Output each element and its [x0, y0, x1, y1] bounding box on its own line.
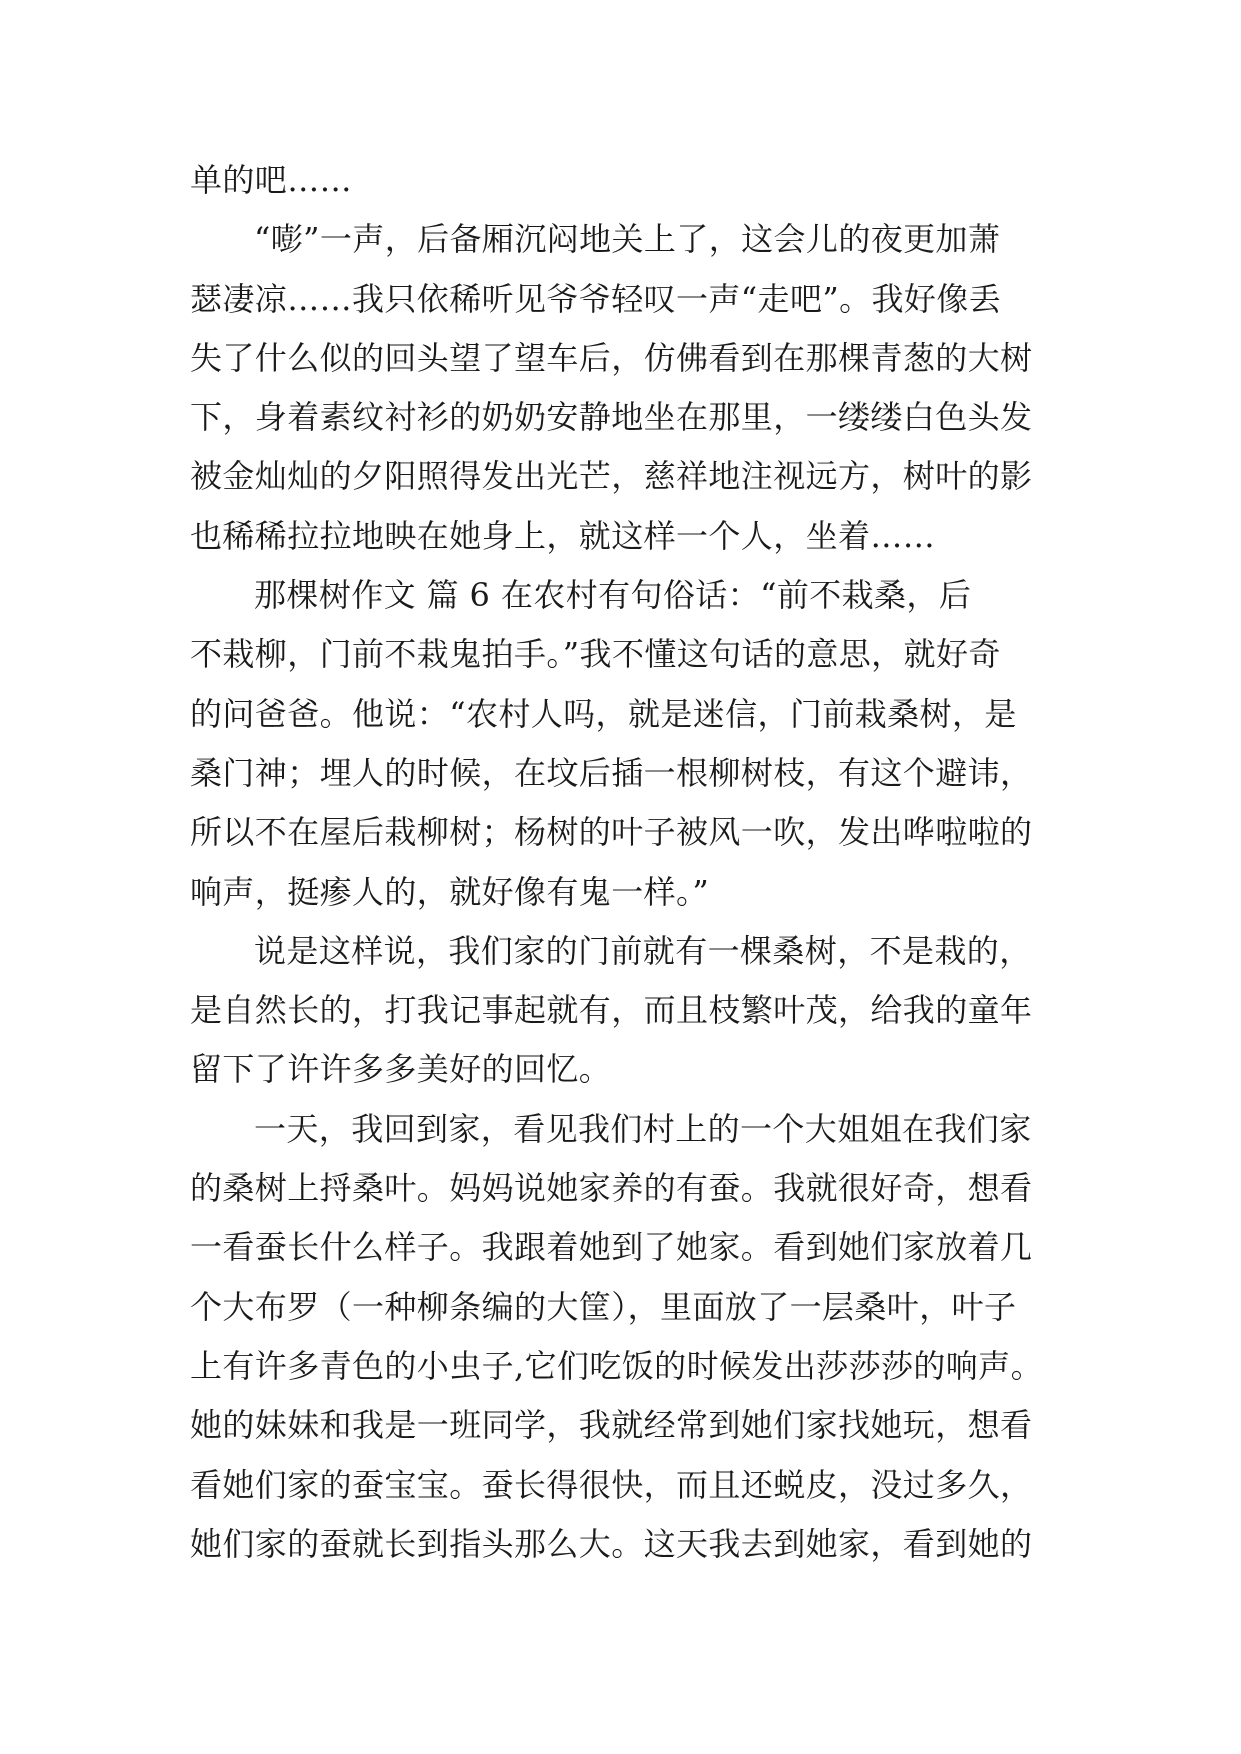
text-line: 上有许多青色的小虫子,它们吃饭的时候发出莎莎莎的响声。 — [190, 1346, 1043, 1385]
text-line: 的问爸爸。他说：“农村人吗，就是迷信，门前栽桑树，是 — [190, 694, 1017, 733]
text-line: 那棵树作文 篇 6 在农村有句俗话：“前不栽桑，后 — [254, 576, 972, 615]
text-line: 所以不在屋后栽柳树；杨树的叶子被风一吹，发出哗啦啦的 — [190, 813, 1033, 852]
text-line: 桑门神；埋人的时候，在坟后插一根柳树枝，有这个避讳， — [190, 753, 1033, 792]
text-line: 一看蚕长什么样子。我跟着她到了她家。看到她们家放着几 — [190, 1228, 1033, 1267]
document-body — [190, 151, 1050, 1574]
text-line: 说是这样说，我们家的门前就有一棵桑树，不是栽的， — [254, 931, 1032, 970]
text-line: 响声，挺瘆人的，就好像有鬼一样。” — [190, 872, 710, 911]
text-line: 一天，我回到家，看见我们村上的一个大姐姐在我们家 — [254, 1109, 1032, 1148]
text-line: 被金灿灿的夕阳照得发出光芒，慈祥地注视远方，树叶的影 — [190, 457, 1033, 496]
text-line: 单的吧…… — [190, 161, 353, 199]
text-line: 她们家的蚕就长到指头那么大。这天我去到她家，看到她的 — [190, 1524, 1033, 1563]
text-line: 不栽柳，门前不栽鬼拍手。”我不懂这句话的意思，就好奇 — [190, 635, 1001, 674]
text-line: 下，身着素纹衬衫的奶奶安静地坐在那里，一缕缕白色头发 — [190, 398, 1033, 437]
text-line: 也稀稀拉拉地映在她身上，就这样一个人，坐着…… — [190, 516, 936, 555]
text-line: “嘭”一声，后备厢沉闷地关上了，这会儿的夜更加萧 — [254, 220, 1001, 259]
text-line: 留下了许许多多美好的回忆。 — [190, 1050, 612, 1089]
text-line: 失了什么似的回头望了望车后，仿佛看到在那棵青葱的大树 — [190, 338, 1033, 377]
text-line: 看她们家的蚕宝宝。蚕长得很快，而且还蜕皮，没过多久， — [190, 1465, 1033, 1504]
text-line: 是自然长的，打我记事起就有，而且枝繁叶茂，给我的童年 — [190, 991, 1033, 1030]
text-line: 个大布罗（一种柳条编的大筐），里面放了一层桑叶，叶子 — [190, 1287, 1017, 1326]
text-line: 的桑树上捋桑叶。妈妈说她家养的有蚕。我就很好奇，想看 — [190, 1169, 1033, 1208]
text-line: 她的妹妹和我是一班同学，我就经常到她们家找她玩，想看 — [190, 1406, 1033, 1445]
text-line: 瑟凄凉……我只依稀听见爷爷轻叹一声“走吧”。我好像丢 — [190, 279, 1002, 318]
